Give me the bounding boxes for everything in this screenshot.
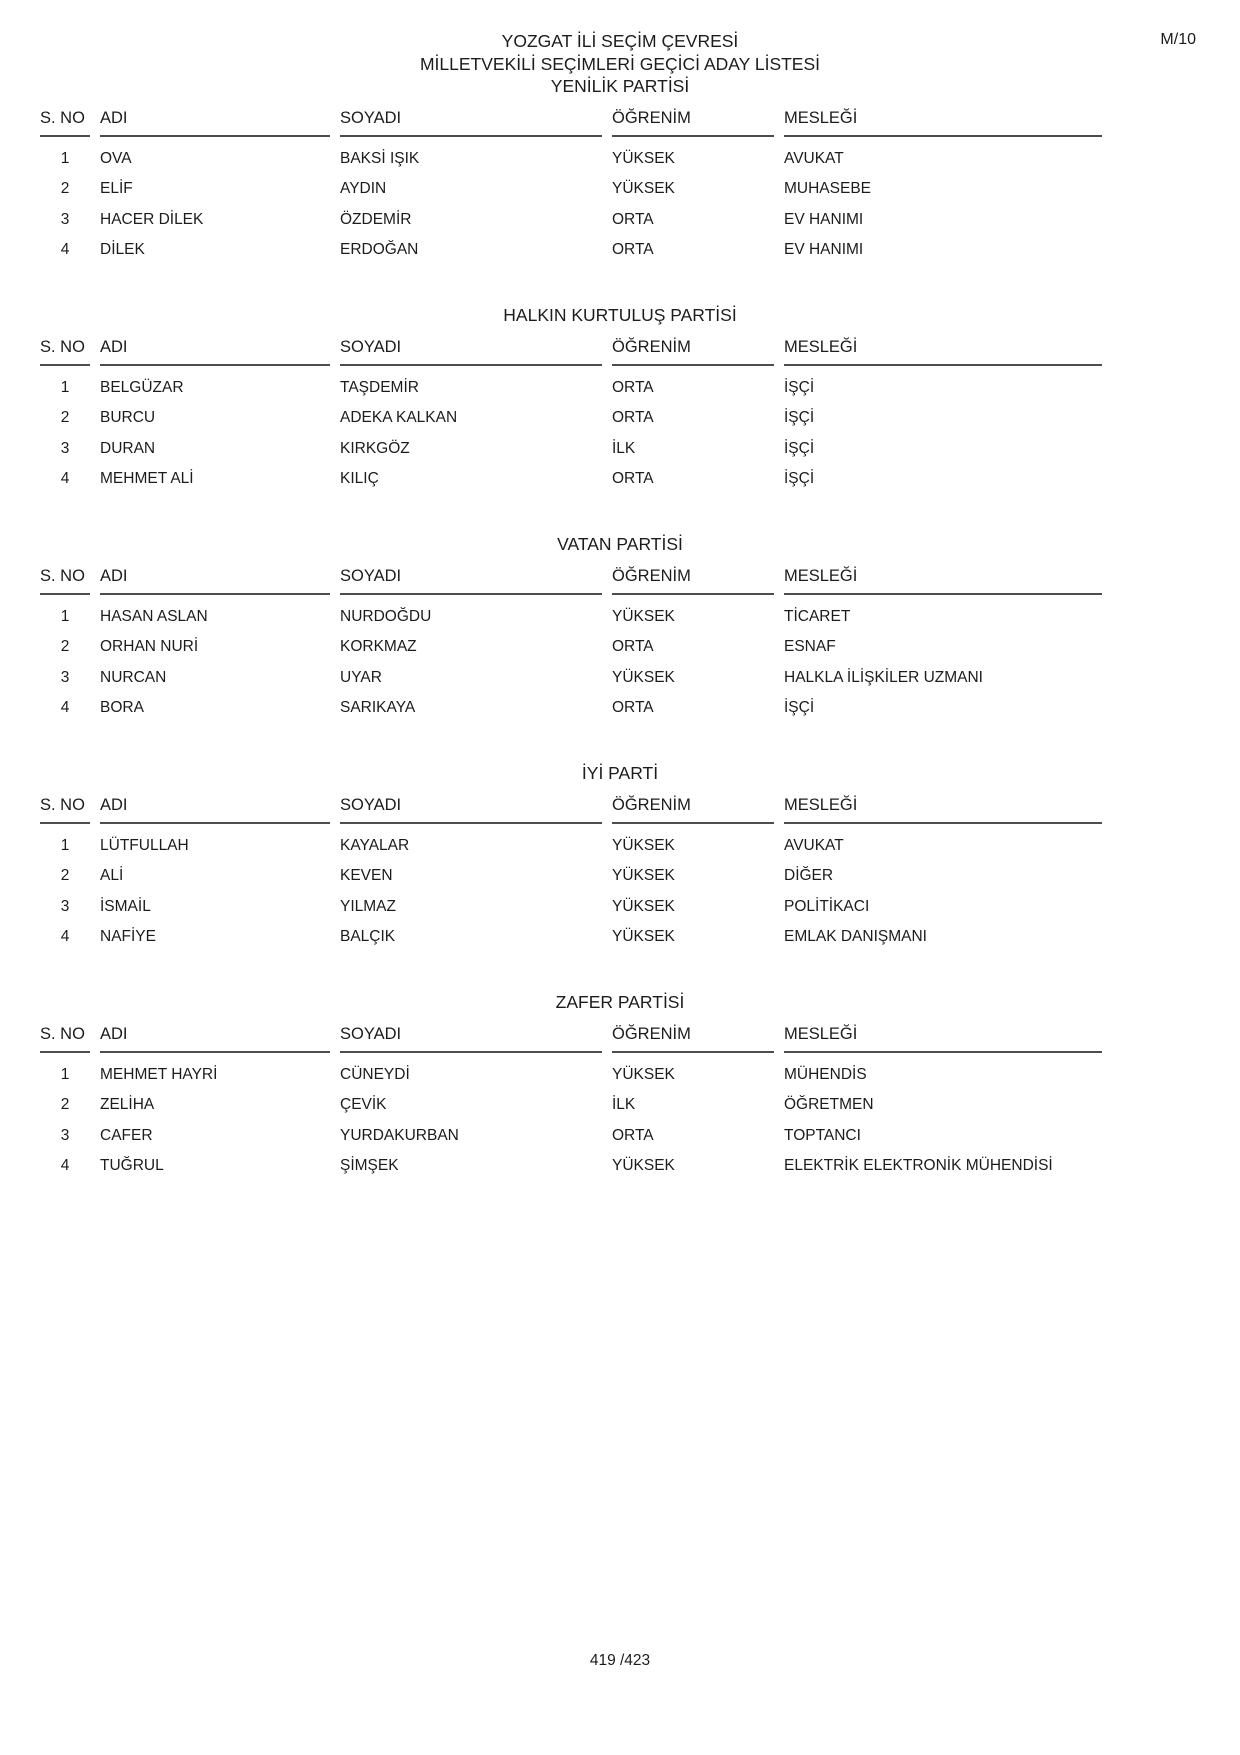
col-ogrenim: YÜKSEK: [612, 897, 675, 915]
col-sno: 4: [60, 699, 70, 716]
title-line-list: MİLLETVEKİLİ SEÇİMLERİ GEÇİCİ ADAY LİSTESİ: [419, 54, 821, 74]
col-soyadi: TAŞDEMİR: [340, 378, 419, 396]
table-header-row: [40, 105, 1102, 137]
col-meslegi: İŞÇİ: [784, 439, 815, 457]
col-soyadi: YURDAKURBAN: [340, 1126, 459, 1144]
party-title: YENİLİK PARTİSİ: [550, 76, 690, 96]
col-meslegi: İŞÇİ: [784, 470, 815, 487]
candidate-row: [40, 168, 1102, 199]
table-header-row: [40, 563, 1102, 595]
candidate-table: [30, 105, 1112, 259]
col-adi: ELİF: [100, 180, 133, 197]
table-header-row: [40, 792, 1102, 824]
header-sno: S. NO: [40, 105, 90, 137]
col-sno: 4: [60, 928, 70, 945]
header-meslegi: MESLEĞİ: [784, 792, 1102, 824]
header-adi: ADI: [100, 563, 330, 595]
col-ogrenim: YÜKSEK: [612, 1065, 675, 1083]
col-sno: 1: [60, 836, 70, 854]
col-ogrenim: İLK: [612, 439, 636, 457]
col-sno: 1: [60, 149, 70, 167]
col-soyadi: BALÇIK: [340, 928, 396, 945]
col-soyadi: NURDOĞDU: [340, 607, 432, 625]
col-ogrenim: ORTA: [612, 699, 654, 716]
party-section: [0, 305, 1240, 488]
header-soyadi: SOYADI: [340, 563, 602, 595]
col-soyadi: KEVEN: [340, 867, 393, 884]
candidate-row: [40, 885, 1102, 916]
header-sno: S. NO: [40, 1021, 90, 1053]
candidate-table: [30, 1021, 1112, 1175]
candidate-row: [40, 626, 1102, 657]
header-sno: S. NO: [40, 563, 90, 595]
party-sections: [0, 76, 1240, 1175]
table-header-row: [40, 334, 1102, 366]
col-soyadi: CÜNEYDİ: [340, 1065, 410, 1083]
page-number: 419 /423: [589, 1652, 651, 1669]
col-meslegi: MÜHENDİS: [784, 1065, 867, 1083]
col-adi: CAFER: [100, 1126, 153, 1144]
col-adi: ALİ: [100, 867, 124, 884]
col-ogrenim: ORTA: [612, 378, 654, 396]
header-meslegi: MESLEĞİ: [784, 1021, 1102, 1053]
col-adi: HACER DİLEK: [100, 210, 204, 228]
col-sno: 4: [60, 241, 70, 258]
col-meslegi: AVUKAT: [784, 836, 844, 854]
col-meslegi: MUHASEBE: [784, 180, 871, 197]
col-adi: İSMAİL: [100, 897, 151, 915]
col-soyadi: BAKSİ IŞIK: [340, 149, 420, 167]
header-meslegi: MESLEĞİ: [784, 105, 1102, 137]
col-sno: 3: [60, 668, 70, 686]
col-sno: 2: [60, 409, 70, 426]
header-ogrenim: ÖĞRENİM: [612, 1021, 774, 1053]
col-ogrenim: YÜKSEK: [612, 928, 675, 945]
col-sno: 2: [60, 1096, 70, 1113]
col-ogrenim: ORTA: [612, 409, 654, 426]
header-ogrenim: ÖĞRENİM: [612, 105, 774, 137]
party-section: [0, 534, 1240, 717]
col-soyadi: ŞİMŞEK: [340, 1157, 399, 1174]
candidate-row: [40, 1145, 1102, 1176]
col-ogrenim: ORTA: [612, 470, 654, 487]
header-soyadi: SOYADI: [340, 1021, 602, 1053]
col-meslegi: ESNAF: [784, 638, 836, 655]
col-meslegi: İŞÇİ: [784, 699, 815, 716]
col-sno: 3: [60, 439, 70, 457]
col-meslegi: ELEKTRİK ELEKTRONİK MÜHENDİSİ: [784, 1157, 1053, 1174]
col-sno: 2: [60, 638, 70, 655]
candidate-table: [30, 792, 1112, 946]
col-meslegi: ÖĞRETMEN: [784, 1096, 874, 1113]
col-sno: 3: [60, 1126, 70, 1144]
header-ogrenim: ÖĞRENİM: [612, 563, 774, 595]
col-soyadi: ERDOĞAN: [340, 241, 419, 258]
candidate-row: [40, 1114, 1102, 1145]
candidate-row: [40, 656, 1102, 687]
col-sno: 1: [60, 1065, 70, 1083]
col-meslegi: TİCARET: [784, 607, 851, 625]
candidate-row: [40, 824, 1102, 855]
candidate-row: [40, 427, 1102, 458]
col-meslegi: DİĞER: [784, 867, 834, 884]
candidate-row: [40, 397, 1102, 428]
party-section: [0, 76, 1240, 259]
party-title: ZAFER PARTİSİ: [555, 992, 685, 1012]
candidate-row: [40, 687, 1102, 718]
header-soyadi: SOYADI: [340, 334, 602, 366]
header-ogrenim: ÖĞRENİM: [612, 792, 774, 824]
header-adi: ADI: [100, 105, 330, 137]
col-ogrenim: ORTA: [612, 638, 654, 655]
col-soyadi: ADEKA KALKAN: [340, 409, 458, 426]
col-ogrenim: YÜKSEK: [612, 180, 675, 197]
col-meslegi: İŞÇİ: [784, 409, 815, 426]
col-ogrenim: YÜKSEK: [612, 1157, 675, 1174]
col-soyadi: KILIÇ: [340, 470, 379, 487]
header-adi: ADI: [100, 1021, 330, 1053]
col-adi: NAFİYE: [100, 928, 156, 945]
candidate-table: [30, 563, 1112, 717]
candidate-row: [40, 855, 1102, 886]
header-soyadi: SOYADI: [340, 105, 602, 137]
header-ogrenim: ÖĞRENİM: [612, 334, 774, 366]
candidate-table: [30, 334, 1112, 488]
col-soyadi: KORKMAZ: [340, 638, 417, 655]
col-adi: MEHMET HAYRİ: [100, 1065, 218, 1083]
col-soyadi: UYAR: [340, 668, 382, 686]
col-meslegi: AVUKAT: [784, 149, 844, 167]
col-adi: ZELİHA: [100, 1096, 155, 1113]
col-meslegi: EV HANIMI: [784, 210, 864, 228]
col-soyadi: ÖZDEMİR: [340, 210, 412, 228]
col-adi: DİLEK: [100, 241, 145, 258]
col-soyadi: AYDIN: [340, 180, 387, 197]
col-soyadi: SARIKAYA: [340, 699, 416, 716]
col-adi: BORA: [100, 699, 144, 716]
candidate-row: [40, 1053, 1102, 1084]
col-adi: MEHMET ALİ: [100, 470, 194, 487]
candidate-row: [40, 229, 1102, 260]
party-section: [0, 763, 1240, 946]
col-sno: 1: [60, 607, 70, 625]
header-adi: ADI: [100, 792, 330, 824]
col-ogrenim: İLK: [612, 1096, 636, 1113]
col-sno: 3: [60, 210, 70, 228]
candidate-row: [40, 1084, 1102, 1115]
col-ogrenim: YÜKSEK: [612, 836, 675, 854]
title-line-district: YOZGAT İLİ SEÇİM ÇEVRESİ: [501, 31, 739, 51]
header-sno: S. NO: [40, 334, 90, 366]
col-ogrenim: YÜKSEK: [612, 149, 675, 167]
col-ogrenim: YÜKSEK: [612, 668, 675, 686]
header-meslegi: MESLEĞİ: [784, 563, 1102, 595]
col-adi: BURCU: [100, 409, 156, 426]
candidate-row: [40, 595, 1102, 626]
party-title: VATAN PARTİSİ: [557, 534, 683, 554]
col-meslegi: EMLAK DANIŞMANI: [784, 928, 927, 945]
col-soyadi: ÇEVİK: [340, 1096, 387, 1113]
col-soyadi: KAYALAR: [340, 836, 410, 854]
col-sno: 4: [60, 1157, 70, 1174]
col-adi: OVA: [100, 149, 132, 167]
col-sno: 2: [60, 867, 70, 884]
col-sno: 4: [60, 470, 70, 487]
header-soyadi: SOYADI: [340, 792, 602, 824]
col-adi: ORHAN NURİ: [100, 638, 199, 655]
col-meslegi: POLİTİKACI: [784, 897, 870, 915]
col-adi: TUĞRUL: [100, 1157, 164, 1174]
col-meslegi: TOPTANCI: [784, 1126, 861, 1144]
col-adi: BELGÜZAR: [100, 378, 184, 396]
col-ogrenim: ORTA: [612, 210, 654, 228]
candidate-row: [40, 198, 1102, 229]
party-title: HALKIN KURTULUŞ PARTİSİ: [503, 305, 737, 325]
table-header-row: [40, 1021, 1102, 1053]
header-sno: S. NO: [40, 792, 90, 824]
col-meslegi: HALKLA İLİŞKİLER UZMANI: [784, 668, 983, 686]
candidate-row: [40, 137, 1102, 168]
col-meslegi: EV HANIMI: [784, 241, 864, 258]
header-adi: ADI: [100, 334, 330, 366]
col-adi: DURAN: [100, 439, 156, 457]
col-ogrenim: YÜKSEK: [612, 607, 675, 625]
col-ogrenim: YÜKSEK: [612, 867, 675, 884]
col-adi: LÜTFULLAH: [100, 836, 189, 854]
party-title: İYİ PARTİ: [581, 763, 659, 783]
col-sno: 2: [60, 180, 70, 197]
col-soyadi: KIRKGÖZ: [340, 439, 410, 457]
header-meslegi: MESLEĞİ: [784, 334, 1102, 366]
col-sno: 3: [60, 897, 70, 915]
col-ogrenim: ORTA: [612, 241, 654, 258]
col-adi: NURCAN: [100, 668, 167, 686]
col-soyadi: YILMAZ: [340, 897, 396, 915]
candidate-row: [40, 916, 1102, 947]
col-adi: HASAN ASLAN: [100, 607, 208, 625]
col-meslegi: İŞÇİ: [784, 378, 815, 396]
candidate-row: [40, 458, 1102, 489]
candidate-row: [40, 366, 1102, 397]
col-sno: 1: [60, 378, 70, 396]
col-ogrenim: ORTA: [612, 1126, 654, 1144]
page-code-label: M/10: [1160, 31, 1196, 48]
party-section: [0, 992, 1240, 1175]
document-title: [0, 0, 1240, 76]
